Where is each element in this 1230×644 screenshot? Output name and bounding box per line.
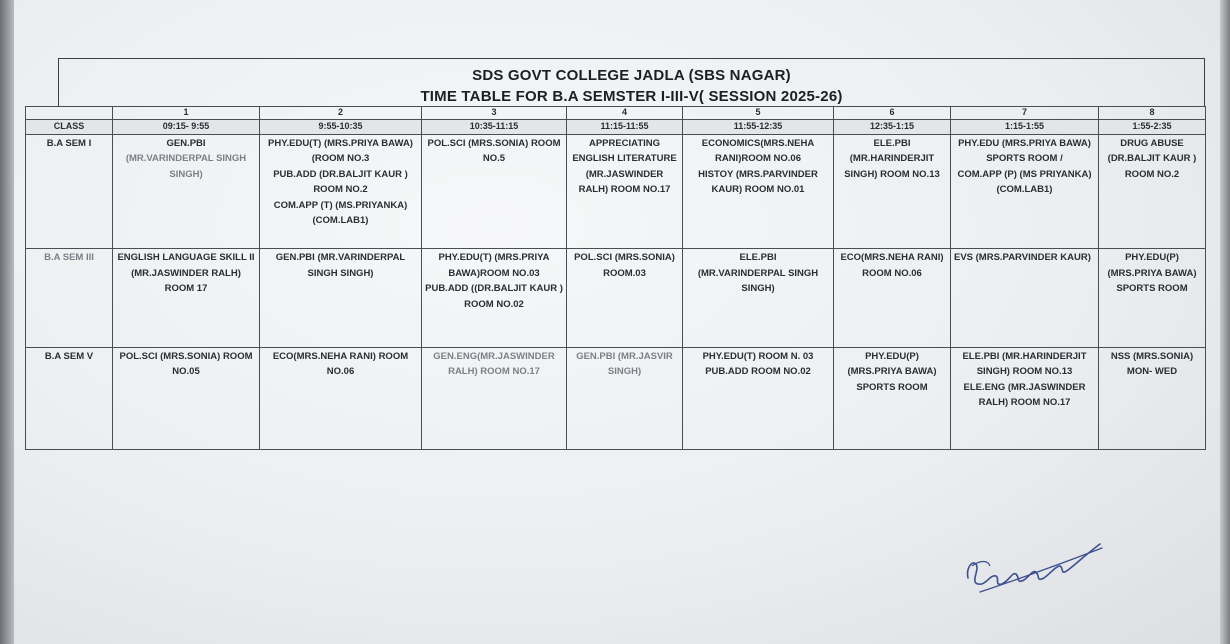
cell-line: GEN.PBI <box>166 137 206 149</box>
cell-line: PHY.EDU(P) (MRS.PRIYA BAWA) SPORTS ROOM <box>847 350 937 393</box>
college-name: SDS GOVT COLLEGE JADLA (SBS NAGAR) <box>472 67 791 84</box>
cell-line: ECO(MRS.NEHA RANI) ROOM NO.06 <box>272 350 409 378</box>
schedule-cell <box>422 134 567 249</box>
cell-line: ECO(MRS.NEHA RANI) ROOM NO.06 <box>840 252 944 279</box>
cell-line: NSS (MRS.SONIA) MON- WED <box>1110 350 1194 378</box>
schedule-cell <box>113 347 260 449</box>
period-number-row <box>26 107 1206 120</box>
schedule-cell <box>951 347 1099 449</box>
cell-line: POL.SCI (MRS.SONIA) ROOM NO.5 <box>427 137 561 165</box>
cell-line: GEN.PBI (MR.VARINDERPAL SINGH SINGH) <box>275 252 406 279</box>
schedule-cell <box>422 249 567 347</box>
period-number-cell: 5 <box>683 107 834 120</box>
period-number-cell: 6 <box>834 107 951 120</box>
schedule-cell <box>951 134 1099 249</box>
period-number-cell: 8 <box>1099 107 1206 120</box>
table-row <box>26 347 1206 449</box>
period-number-cell: 1 <box>113 107 260 120</box>
schedule-cell <box>567 249 683 347</box>
cell-line: PHY.EDU(P) (MRS.PRIYA BAWA) SPORTS ROOM <box>1107 252 1197 295</box>
time-slot-cell: 1:55-2:35 <box>1099 120 1206 134</box>
class-label: B.A SEM I <box>26 134 113 249</box>
schedule-cell <box>834 134 951 249</box>
class-column-header: CLASS <box>26 120 113 134</box>
table-row <box>26 134 1206 249</box>
schedule-cell <box>1099 249 1206 347</box>
handwritten-signature <box>960 530 1110 600</box>
timetable-table <box>25 106 1206 450</box>
time-slot-cell: 11:15-11:55 <box>567 120 683 134</box>
cell-line: APPRECIATING ENGLISH LITERATURE (MR.JASWINDER RALH) ROOM NO.17 <box>572 137 677 196</box>
scan-shadow-left <box>0 0 14 644</box>
cell-line: GEN.PBI (MR.JASVIR SINGH) <box>576 350 673 378</box>
time-slot-cell: 9:55-10:35 <box>260 120 422 134</box>
class-label: B.A SEM V <box>26 347 113 449</box>
schedule-cell <box>1099 134 1206 249</box>
period-number-cell <box>26 107 113 120</box>
time-slot-cell: 10:35-11:15 <box>422 120 567 134</box>
cell-line: (MR.HARINDERJIT SINGH) ROOM NO.13 <box>844 153 940 180</box>
schedule-cell <box>113 134 260 249</box>
time-slot-cell: 11:55-12:35 <box>683 120 834 134</box>
cell-line: ECONOMICS(MRS.NEHA RANI)ROOM NO.06 <box>701 137 815 165</box>
cell-line: EVS (MRS.PARVINDER KAUR) <box>954 252 1091 264</box>
cell-line: (MR.VARINDERPAL SINGH SINGH) <box>125 153 247 180</box>
cell-line: COM.APP (T) (MS.PRIYANKA) (COM.LAB1) <box>273 199 408 227</box>
scan-shadow-right <box>1220 0 1230 644</box>
time-slot-cell: 09:15- 9:55 <box>113 120 260 134</box>
schedule-cell <box>951 249 1099 347</box>
schedule-cell <box>260 249 422 347</box>
timetable-title: TIME TABLE FOR B.A SEMSTER I-III-V( SESSION 2025-26) <box>420 88 843 105</box>
cell-line: ELE.PBI (MR.HARINDERJIT SINGH) ROOM NO.13 <box>962 350 1087 378</box>
schedule-cell <box>834 249 951 347</box>
schedule-cell <box>834 347 951 449</box>
cell-line: COM.APP (P) (MS PRIYANKA) (COM.LAB1) <box>957 168 1092 196</box>
cell-line: PHY.EDU(T) (MRS.PRIYA BAWA) (ROOM NO.3 <box>268 137 413 165</box>
cell-line: PUB.ADD (DR.BALJIT KAUR ) ROOM NO.2 <box>273 168 408 196</box>
cell-line: ELE.PBI <box>739 252 777 264</box>
schedule-cell <box>683 347 834 449</box>
cell-line: ELE.PBI <box>873 137 911 149</box>
schedule-cell <box>683 134 834 249</box>
schedule-cell <box>683 249 834 347</box>
schedule-cell <box>260 347 422 449</box>
cell-line: PHY.EDU(T) (MRS.PRIYA BAWA)ROOM NO.03 <box>438 252 550 279</box>
class-label: B.A SEM III <box>26 249 113 347</box>
cell-line: DRUG ABUSE (DR.BALJIT KAUR ) ROOM NO.2 <box>1107 137 1197 180</box>
cell-line: POL.SCI (MRS.SONIA) ROOM NO.05 <box>119 350 253 378</box>
time-slot-cell: 12:35-1:15 <box>834 120 951 134</box>
cell-line: ELE.ENG (MR.JASWINDER RALH) ROOM NO.17 <box>963 381 1086 409</box>
cell-line: GEN.ENG(MR.JASWINDER RALH) ROOM NO.17 <box>433 350 555 378</box>
cell-line: PHY.EDU (MRS.PRIYA BAWA) SPORTS ROOM / <box>958 137 1091 165</box>
period-number-cell: 3 <box>422 107 567 120</box>
table-row <box>26 249 1206 347</box>
cell-line: HISTOY (MRS.PARVINDER KAUR) ROOM NO.01 <box>698 168 818 196</box>
cell-line: PUB.ADD ROOM NO.02 <box>705 366 811 378</box>
cell-line: ENGLISH LANGUAGE SKILL II (MR.JASWINDER RALH) ROOM 17 <box>117 252 255 295</box>
schedule-cell <box>567 134 683 249</box>
timetable-heading <box>58 58 1205 107</box>
schedule-cell <box>113 249 260 347</box>
period-number-cell: 4 <box>567 107 683 120</box>
schedule-cell <box>567 347 683 449</box>
period-number-cell: 2 <box>260 107 422 120</box>
cell-line: POL.SCI (MRS.SONIA) ROOM.03 <box>574 252 675 279</box>
cell-line: PUB.ADD ((DR.BALJIT KAUR ) ROOM NO.02 <box>425 283 563 310</box>
time-slot-cell: 1:15-1:55 <box>951 120 1099 134</box>
schedule-cell <box>260 134 422 249</box>
period-number-cell: 7 <box>951 107 1099 120</box>
time-slot-row <box>26 120 1206 134</box>
cell-line: PHY.EDU(T) ROOM N. 03 <box>702 350 814 362</box>
schedule-cell <box>422 347 567 449</box>
timetable-sheet <box>25 58 1205 450</box>
schedule-cell <box>1099 347 1206 449</box>
cell-line: (MR.VARINDERPAL SINGH SINGH) <box>697 267 819 295</box>
